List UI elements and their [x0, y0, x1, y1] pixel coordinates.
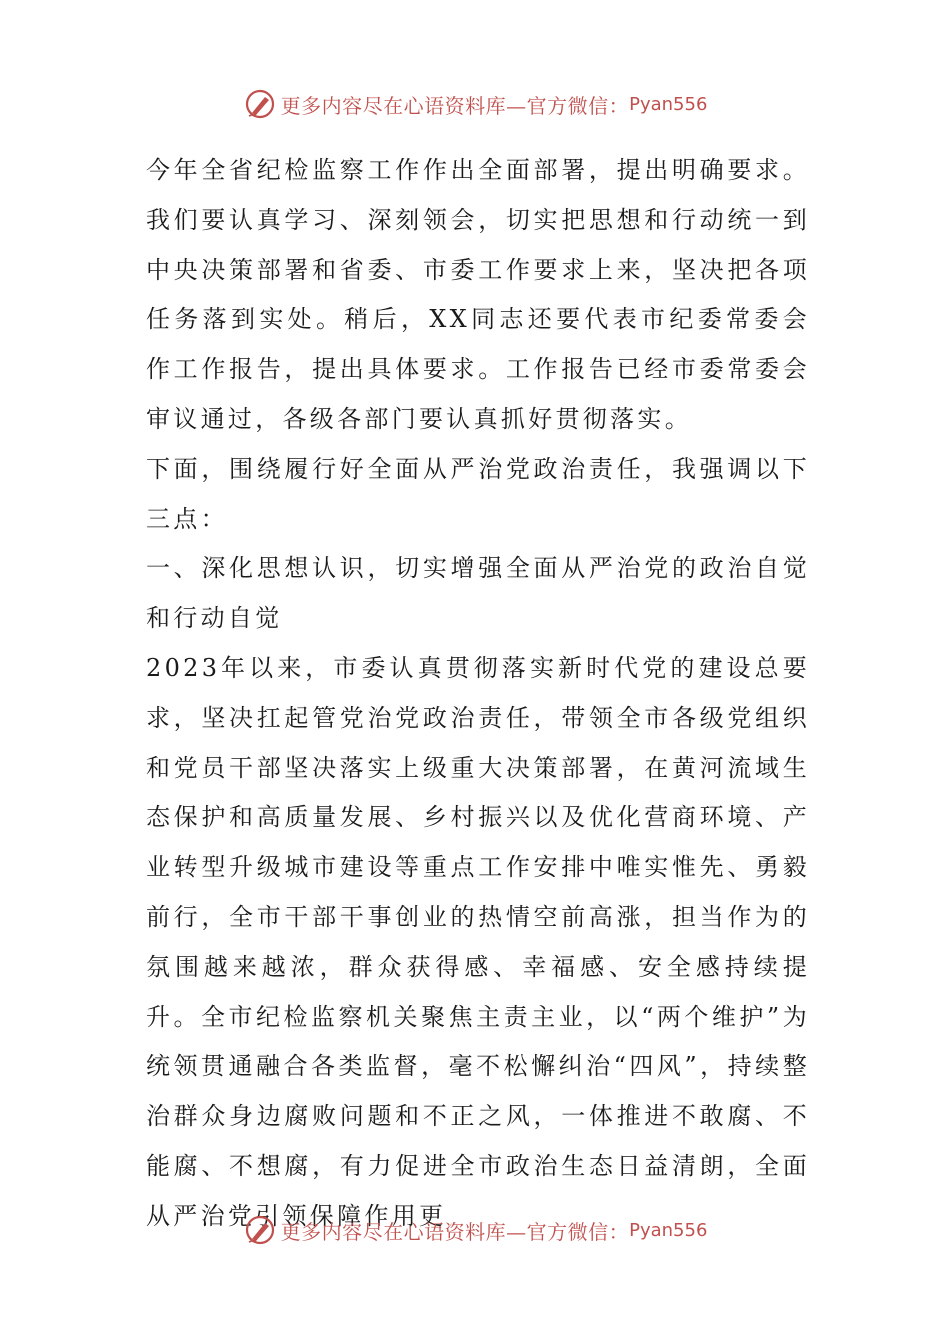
header-watermark [0, 84, 950, 124]
document-body [146, 146, 810, 1242]
paragraph-intro: 今年全省纪检监察工作作出全面部署，提出明确要求。我们要认真学习、深刻领会，切实把思想和行动统一到中央决策部署和省委、市委工作要求上来，坚决把各项任务落到实处。稍后，XX同志还要代表市纪委常委会作工作报告，提出具体要求。工作报告已经市委常委会审议通过，各级各部门要认真抓好贯彻落实。 [146, 156, 810, 433]
footer-watermark [0, 1210, 950, 1250]
watermark-text: 更多内容尽在心语资料库—官方微信： [280, 1219, 630, 1244]
section-heading-1: 一、深化思想认识，切实增强全面从严治党的政治自觉和行动自觉 [146, 554, 810, 633]
paragraph-section-1-body: 2023年以来，市委认真贯彻落实新时代党的建设总要求，坚决扛起管党治党政治责任，带领全市各级党组织和党员干部坚决落实上级重大决策部署，在黄河流域生态保护和高质量发展、乡村振兴以及优化营商环境、产业转型升级城市建设等重点工作安排中唯实惟先、勇毅前行，全市干部干事创业的热情空前高涨，担当作为的氛围越来越浓，群众获得感、幸福感、安全感持续提升。全市纪检监察机关聚焦主责主业，以“两个维护”为统领贯通融合各类监督，毫不松懈纠治“四风”，持续整治群众身边腐败问题和不正之风，一体推进不敢腐、不能腐、不想腐，有力促进全市政治生态日益清朗，全面从严治党引领保障作用更 [146, 653, 810, 1230]
pen-circle-icon [243, 87, 277, 121]
watermark-contact: Pyan556 [629, 1219, 708, 1241]
watermark-text: 更多内容尽在心语资料库—官方微信： [280, 93, 630, 118]
paragraph-outline: 下面，围绕履行好全面从严治党政治责任，我强调以下三点： [146, 454, 810, 533]
pen-circle-icon [243, 1213, 277, 1247]
watermark-contact: Pyan556 [629, 93, 708, 115]
